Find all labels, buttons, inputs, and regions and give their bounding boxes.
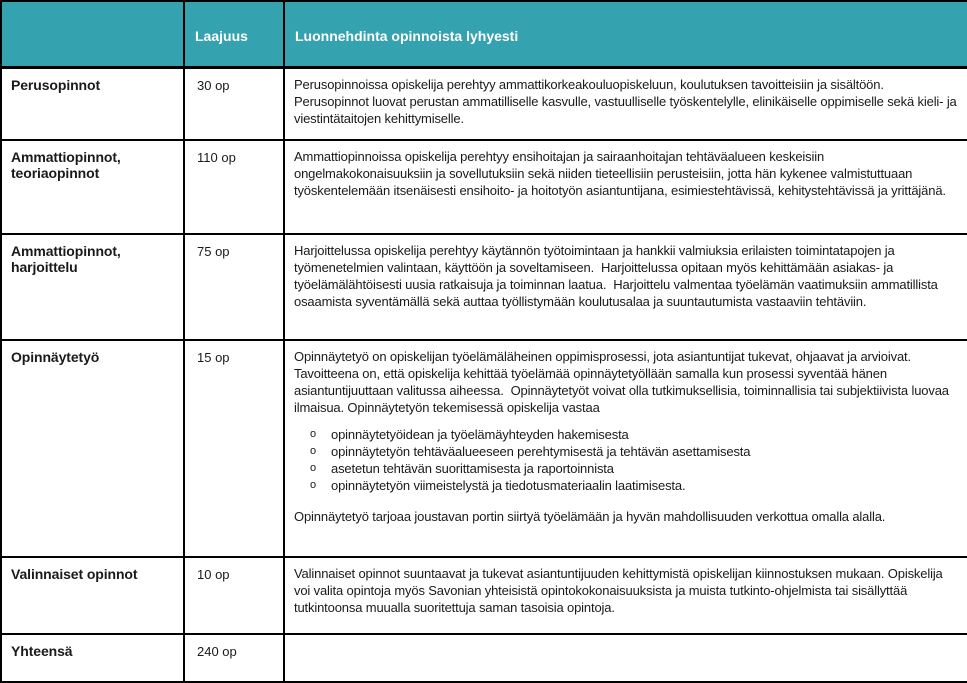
list-item <box>294 443 957 460</box>
description-paragraph: Perusopinnoissa opiskelija perehtyy ammattikorkeakouluopiskeluun, koulutuksen tavoitteisiin ja sisältöön. Perusopinnot luovat perustan ammatilliselle kasvulle, vastuulliselle työskentelylle, elinikäiselle oppimiselle sekä kieli- ja viestintätaitojen kehittymiselle. <box>294 76 957 126</box>
table-row-perusopinnot <box>1 67 967 140</box>
row-title: Ammattiopinnot, teoriaopinnot <box>1 140 184 234</box>
row-credits: 30 op <box>184 67 284 140</box>
bullet-text: asetetun tehtävän suorittamisesta ja raportoinnista <box>331 461 614 476</box>
row-title: Valinnaiset opinnot <box>1 557 184 634</box>
row-description <box>284 340 967 557</box>
header-row <box>1 1 967 67</box>
table-row-ammattiopinnot-teoria <box>1 140 967 234</box>
row-credits: 15 op <box>184 340 284 557</box>
table-row-yhteensa <box>1 634 967 682</box>
row-title: Yhteensä <box>1 634 184 682</box>
row-description <box>284 234 967 340</box>
header-cell-description: Luonnehdinta opinnoista lyhyesti <box>284 1 967 67</box>
row-description <box>284 67 967 140</box>
bullet-list <box>294 426 957 494</box>
bullet-marker: o <box>310 428 316 440</box>
bullet-text: opinnäytetyöidean ja työelämäyhteyden hakemisesta <box>331 427 629 442</box>
row-title: Perusopinnot <box>1 67 184 140</box>
bullet-text: opinnäytetyön viimeistelystä ja tiedotusmateriaalin laatimisesta. <box>331 478 686 493</box>
bullet-marker: o <box>310 462 316 474</box>
list-item <box>294 426 957 443</box>
description-paragraph: Harjoittelussa opiskelija perehtyy käytännön työtoimintaan ja hankkii valmiuksia erilaisten toimintatapojen ja työmenetelmien valintaan, käyttöön ja soveltamiseen. Harjoittelussa opitaan myös kehittämään asiakas- ja työelämälähtöisesti uusia ratkaisuja ja toiminnan laatua. Harjoittelu valmentaa työelämän vaatimuksiin ammatillista osaamista syventämällä sekä auttaa työllistymään koulutusalaa ja suuntautumista vastaaviin tehtäviin. <box>294 243 938 309</box>
description-paragraph: Valinnaiset opinnot suuntaavat ja tukevat asiantuntijuuden kehittymistä opiskelijan kiinnostuksen mukaan. Opiskelija voi valita opintoja myös Savonian yhteisistä opintokokonaisuuksista ja muista tutkinto-ohjelmista tai sisällyttää tutkintoonsa muualla suoritettuja saman tasoisia opintoja. <box>294 566 943 615</box>
table-row-valinnaiset <box>1 557 967 634</box>
description-paragraph: Opinnäytetyö tarjoaa joustavan portin siirtyä työelämään ja hyvän mahdollisuuden verkottua omalla alalla. <box>294 509 886 524</box>
row-credits: 110 op <box>184 140 284 234</box>
row-credits: 240 op <box>184 634 284 682</box>
bullet-text: opinnäytetyön tehtäväalueeseen perehtymisestä ja tehtävän asettamisesta <box>331 444 751 459</box>
header-cell-laajuus: Laajuus <box>184 1 284 67</box>
description-paragraph: Opinnäytetyö on opiskelijan työelämäläheinen oppimisprosessi, jota asiantuntijat tukevat, ohjaavat ja arvioivat. Tavoitteena on, että opiskelija kehittää työelämää opinnäytetyöllään samalla kun prosessi syventää hänen asiantuntijuuttaan valitussa aiheessa. Opinnäytetyöt voivat olla tutkimuksellisia, toiminnallisia tai subjektiivista luovaa ilmaisua. Opinnäytetyön tekemisessä opiskelija vastaa <box>294 349 949 415</box>
row-credits: 10 op <box>184 557 284 634</box>
row-description-empty <box>284 634 967 682</box>
row-description <box>284 557 967 634</box>
list-item <box>294 477 957 494</box>
header-cell-empty <box>1 1 184 67</box>
table-row-ammattiopinnot-harjoittelu <box>1 234 967 340</box>
table-row-opinnaytetyo <box>1 340 967 557</box>
table-header <box>1 1 967 67</box>
row-title: Ammattiopinnot, harjoittelu <box>1 234 184 340</box>
list-item <box>294 460 957 477</box>
bullet-marker: o <box>310 479 316 491</box>
row-title: Opinnäytetyö <box>1 340 184 557</box>
row-description <box>284 140 967 234</box>
bullet-marker: o <box>310 445 316 457</box>
row-credits: 75 op <box>184 234 284 340</box>
description-paragraph: Ammattiopinnoissa opiskelija perehtyy ensihoitajan ja sairaanhoitajan tehtäväalueen keskeisiin ongelmakokonaisuuksiin ja sovellutuksiin sekä niiden tieteellisiin perusteisiin, jotta hän kykenee valmistuttuaan työskentelemään itsenäisesti ensihoito- ja hoitotyön asiantuntijana, esimiestehtävissä, kehitystehtävissä ja yrittäjänä. <box>294 149 946 198</box>
